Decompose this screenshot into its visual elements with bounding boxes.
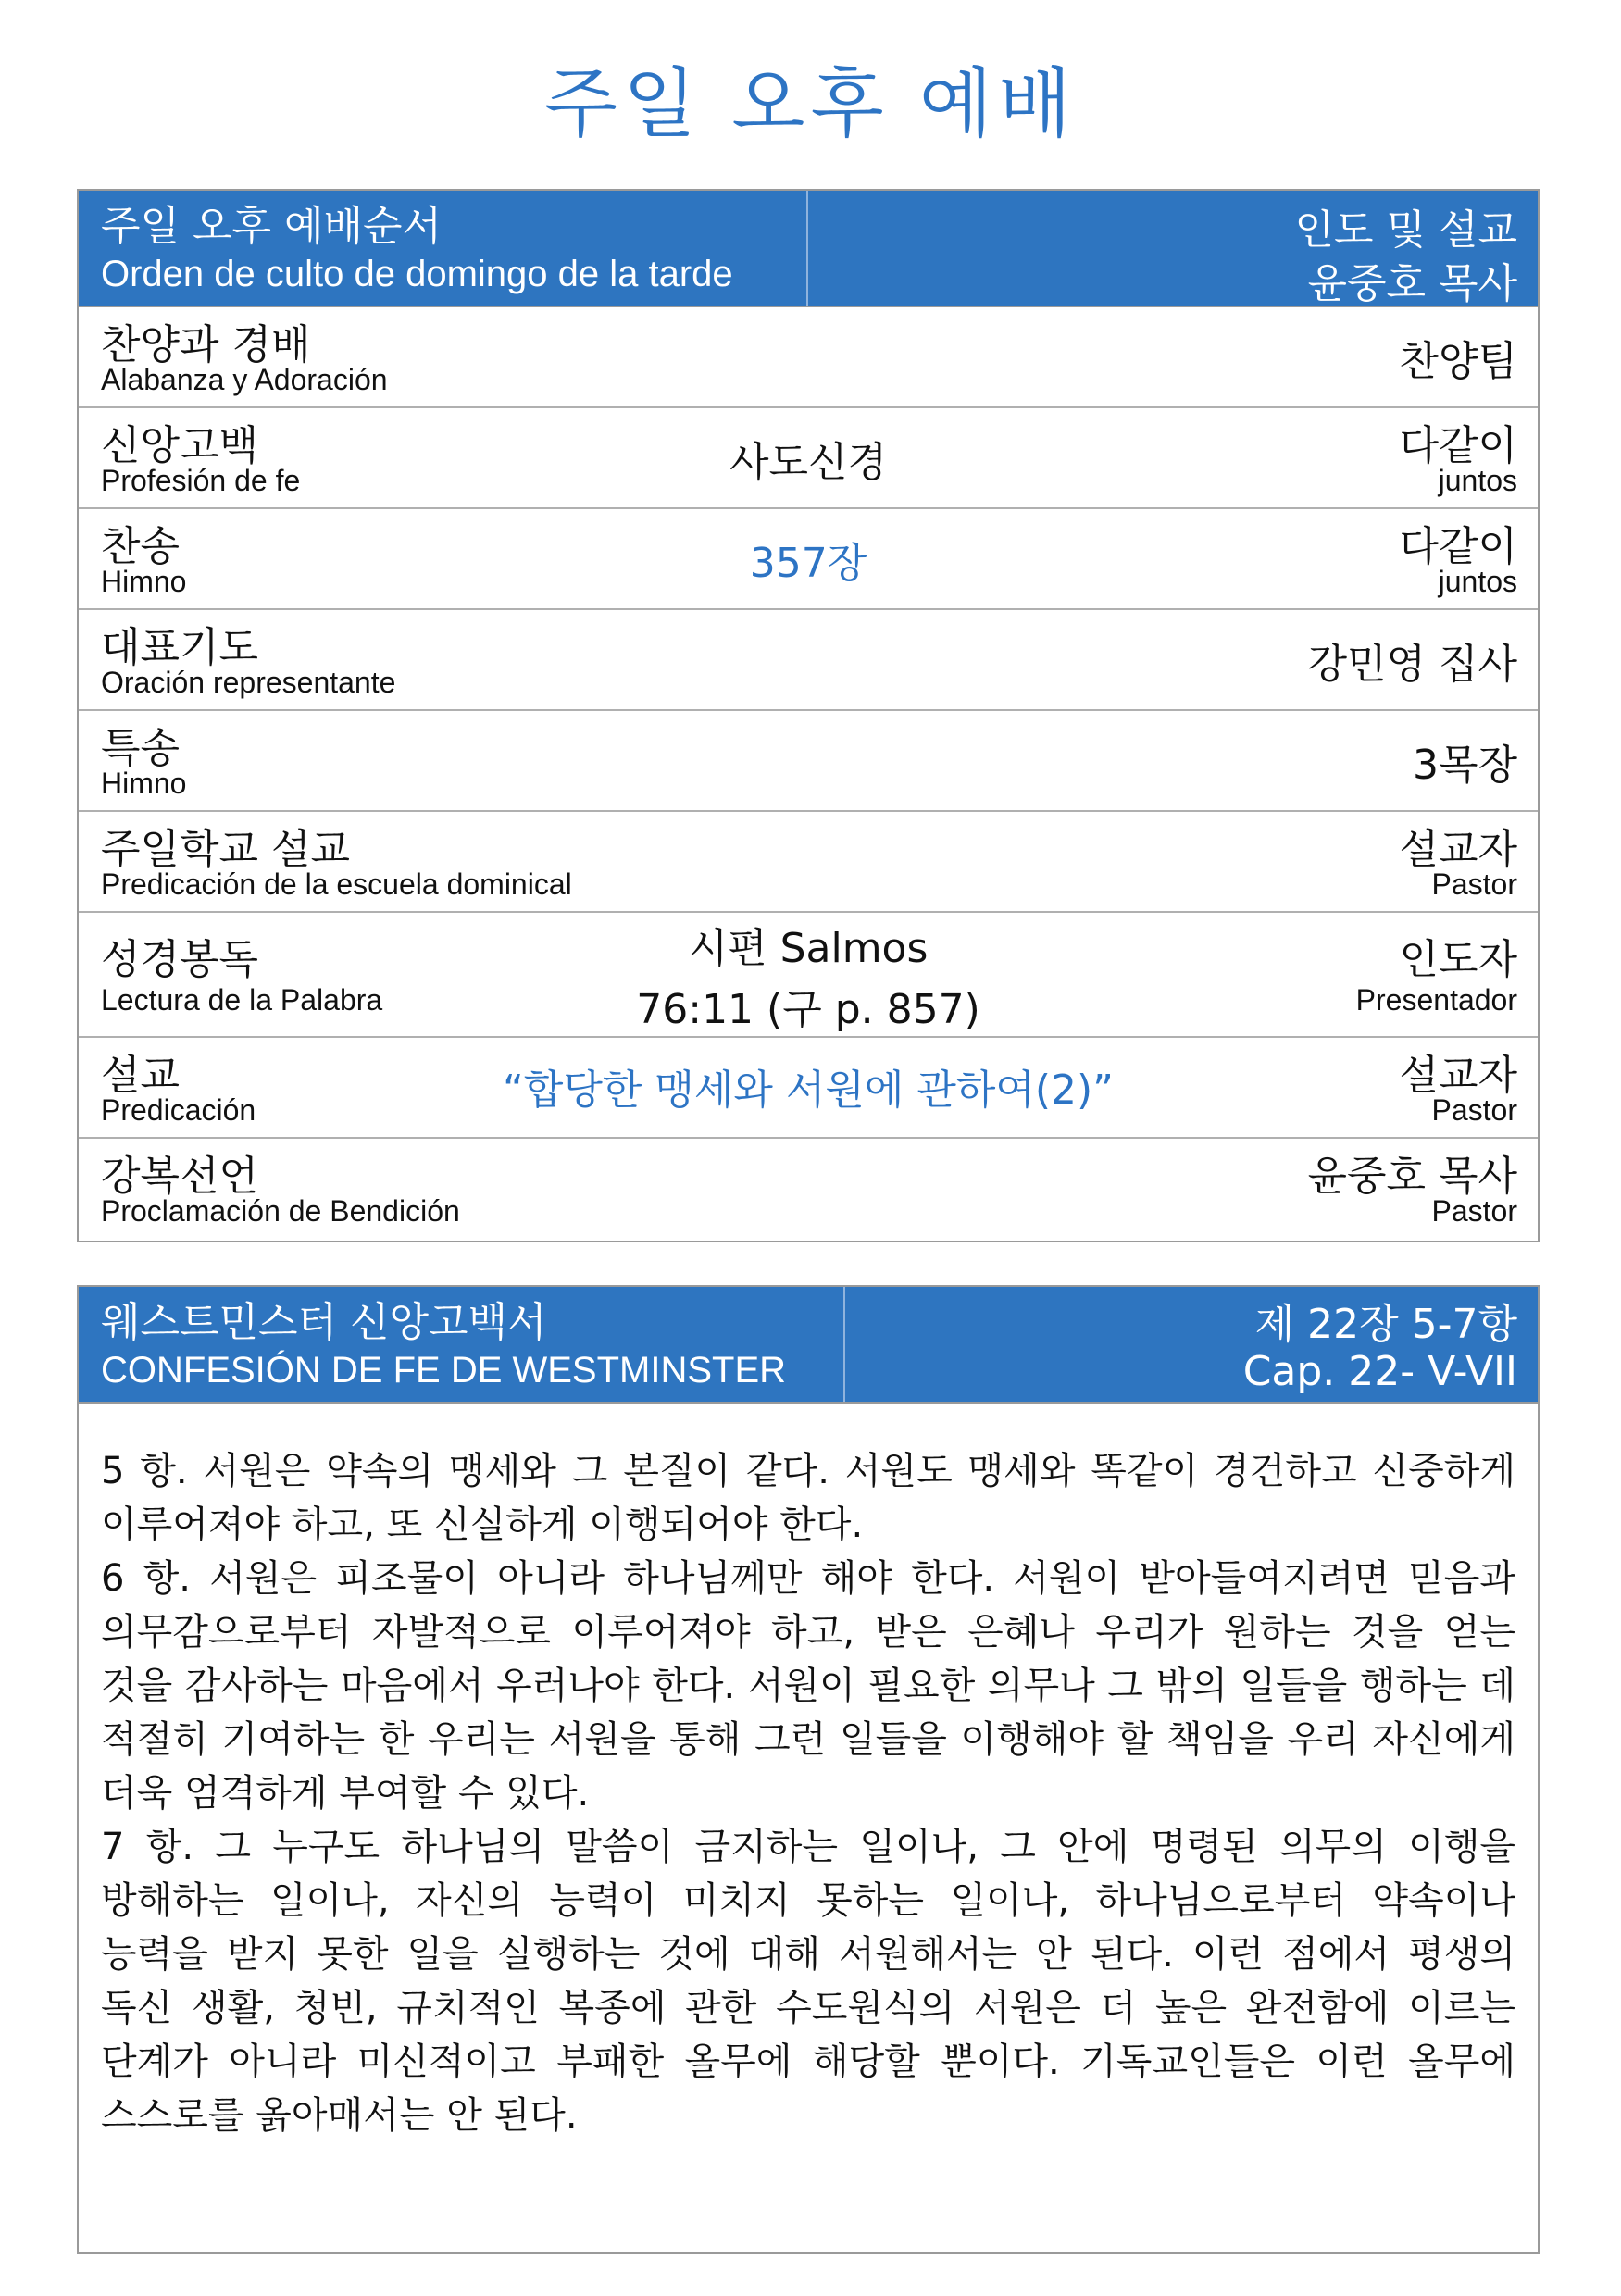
item-title-es: Predicación xyxy=(101,1093,256,1127)
item-title-ko: 특송 xyxy=(101,725,181,772)
item-title-es: Predicación de la escuela dominical xyxy=(101,867,572,901)
item-leader-es: Pastor xyxy=(1431,1194,1517,1228)
order-row-benediction xyxy=(79,1139,1538,1238)
sermon-title: “합당한 맹세와 서원에 관하여(2)” xyxy=(503,1067,1114,1114)
confession-paragraph: 5 항. 서원은 약속의 맹세와 그 본질이 같다. 서원도 맹세와 똑같이 경건하고 신중하게 이루어져야 하고, 또 신실하게 이행되어야 한다. xyxy=(101,1450,1515,1546)
confession-section xyxy=(77,1285,1540,2254)
order-header xyxy=(79,191,1538,307)
page-title: 주일 오후 예배 xyxy=(543,60,1078,148)
item-leader: 인도자 xyxy=(1399,936,1517,983)
item-leader-es: juntos xyxy=(1438,464,1517,497)
item-leader-es: Pastor xyxy=(1431,1093,1517,1127)
item-title-ko: 설교 xyxy=(101,1052,181,1099)
order-title-ko: 주일 오후 예배순서 xyxy=(101,203,443,250)
item-title-ko: 강복선언 xyxy=(101,1153,259,1200)
item-leader: 설교자 xyxy=(1399,826,1517,873)
scripture-book: 시편 Salmos xyxy=(688,925,929,972)
hymn-number: 357장 xyxy=(749,540,867,587)
leader-name: 윤중호 목사 xyxy=(1307,260,1517,307)
order-row-special-song xyxy=(79,711,1538,812)
item-title-es: Himno xyxy=(101,565,187,598)
item-leader-es: juntos xyxy=(1438,565,1517,598)
item-title-ko: 대표기도 xyxy=(101,624,259,671)
order-row-sunday-school xyxy=(79,812,1538,913)
item-leader: 다같이 xyxy=(1399,422,1517,469)
confession-title-es: CONFESIÓN DE FE DE WESTMINSTER xyxy=(101,1350,787,1391)
order-title-es: Orden de culto de domingo de la tarde xyxy=(101,254,733,294)
item-title-es: Oración representante xyxy=(101,666,396,699)
item-title-es: Alabanza y Adoración xyxy=(101,363,388,396)
confession-text xyxy=(101,1444,1515,2142)
order-row-hymn xyxy=(79,509,1538,610)
header-divider xyxy=(843,1287,845,1402)
item-title-es: Lectura de la Palabra xyxy=(101,983,383,1017)
item-title-ko: 신앙고백 xyxy=(101,422,259,469)
item-leader: 설교자 xyxy=(1399,1052,1517,1099)
confession-paragraph: 6 항. 서원은 피조물이 아니라 하나님께만 해야 한다. 서원이 받아들여지려면 믿음과 의무감으로부터 자발적으로 이루어져야 하고, 받은 은혜나 우리가 원하는 것을 얻는 것을 감사하는 마음에서 우러나야 한다. 서원이 필요한 의무나 그 밖의 일들을 행하는 데 적절히 기여하는 한 우리는 서원을 통해 그런 일들을 이행해야 할 책임을 우리 자신에게 더욱 엄격하게 부여할 수 있다. xyxy=(101,1557,1515,1815)
scripture-reference: 76:11 (구 p. 857) xyxy=(636,986,980,1033)
item-title-ko: 주일학교 설교 xyxy=(101,826,351,873)
order-of-service-table xyxy=(77,189,1540,1242)
header-divider xyxy=(806,191,808,306)
item-title-es: Proclamación de Bendición xyxy=(101,1194,460,1228)
order-row-praise xyxy=(79,307,1538,408)
item-leader: 찬양팀 xyxy=(1399,338,1517,385)
item-leader-es: Pastor xyxy=(1431,867,1517,901)
item-leader: 다같이 xyxy=(1399,523,1517,570)
item-leader: 강민영 집사 xyxy=(1307,641,1517,688)
order-row-profession xyxy=(79,408,1538,509)
item-leader: 3목장 xyxy=(1412,742,1517,789)
item-detail: 사도신경 xyxy=(729,439,887,486)
item-title-ko: 찬송 xyxy=(101,523,181,570)
order-row-scripture xyxy=(79,913,1538,1038)
confession-paragraph: 7 항. 그 누구도 하나님의 말씀이 금지하는 일이나, 그 안에 명령된 의무의 이행을 방해하는 일이나, 자신의 능력이 미치지 못하는 일이나, 하나님으로부터 약속이나 능력을 받지 못한 일을 실행하는 것에 대해 서원해서는 안 된다. 이런 점에서 평생의 독신 생활, 청빈, 규치적인 복종에 관한 수도원식의 서원은 더 높은 완전함에 이르는 단계가 아니라 미신적이고 부패한 올무에 해당할 뿐이다. 기독교인들은 이런 올무에 스스로를 옭아매서는 안 된다. xyxy=(101,1826,1515,2137)
order-row-sermon xyxy=(79,1038,1538,1139)
item-leader: 윤중호 목사 xyxy=(1307,1153,1517,1200)
item-title-es: Himno xyxy=(101,767,187,800)
confession-title-ko: 웨스트민스터 신앙고백서 xyxy=(101,1299,547,1346)
item-title-es: Profesión de fe xyxy=(101,464,301,497)
item-leader-es: Presentador xyxy=(1355,983,1517,1017)
confession-chapter-es: Cap. 22- V-VII xyxy=(1242,1348,1517,1395)
confession-header xyxy=(79,1287,1538,1404)
order-row-prayer xyxy=(79,610,1538,711)
item-title-ko: 성경봉독 xyxy=(101,936,259,983)
leader-label: 인도 및 설교 xyxy=(1294,206,1517,254)
item-title-ko: 찬양과 경배 xyxy=(101,321,311,368)
confession-chapter-ko: 제 22장 5-7항 xyxy=(1254,1301,1517,1348)
